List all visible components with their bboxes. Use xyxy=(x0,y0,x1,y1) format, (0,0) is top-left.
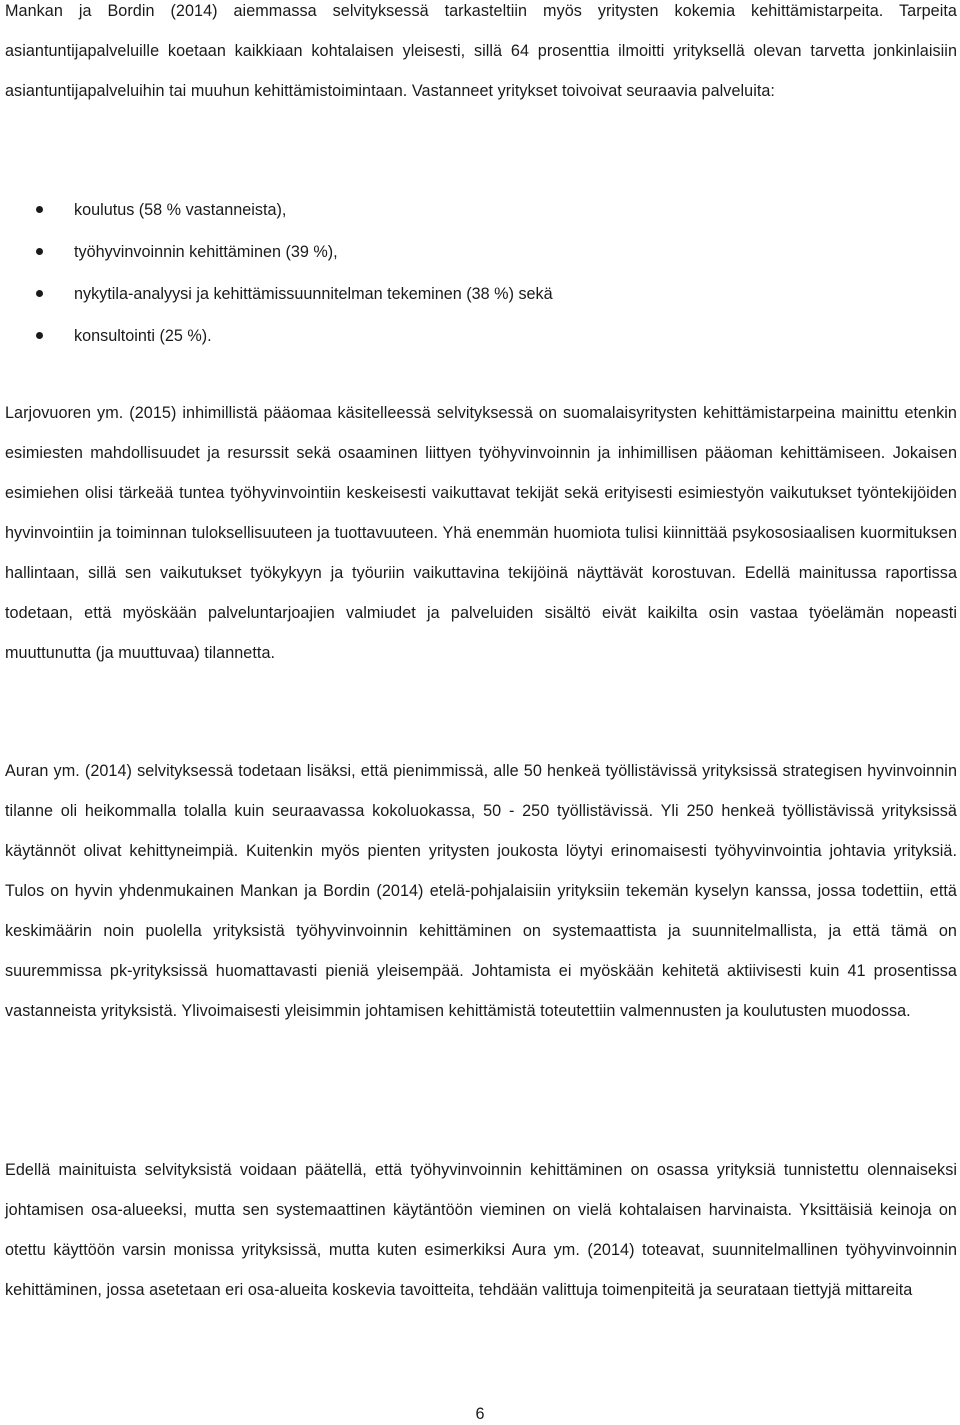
paragraph-services-needs: Mankan ja Bordin (2014) aiemmassa selvityksessä tarkasteltiin myös yritysten kokemia kehittämistarpeita. Tarpeita asiantuntijapalveluille koetaan kaikkiaan kohtalaisen yleisesti, sillä 64 prosenttia ilmoitti yrityksellä olevan tarvetta jonkinlaisiin asiantuntijapalveluihin tai muuhun kehittämistoimintaan. Vastanneet yritykset toivoivat seuraavia palveluita: xyxy=(5,2,957,100)
paragraph-larjovuori: Larjovuoren ym. (2015) inhimillistä pääomaa käsitelleessä selvityksessä on suomalaisyritysten kehittämistarpeina mainittu etenkin esimiesten mahdollisuudet ja resurssit sekä osaaminen liittyen työhyvinvoinnin ja inhimillisen pääoman kehittämiseen. Jokaisen esimiehen olisi tärkeää tuntea työhyvinvointiin keskeisesti vaikuttavat tekijät sekä erityisesti esimiestyön vaikutukset työntekijöiden hyvinvointiin ja toiminnan tuloksellisuuteen ja tuottavuuteen. Yhä enemmän huomiota tulisi kiinnittää psykososiaalisen kuormituksen hallintaan, sillä sen vaikutukset työkykyyn ja työuriin vaikuttavina tekijöinä näyttävät korostuvan. Edellä mainitussa raportissa todetaan, että myöskään palveluntarjoajien valmiudet ja palveluiden sisältö eivät kaikilta osin vastaa työelämän nopeasti muuttunutta (ja muuttuvaa) tilannetta. xyxy=(5,404,957,662)
list-item xyxy=(0,273,960,315)
list-item xyxy=(0,231,960,273)
bullet-icon xyxy=(36,332,43,339)
services-bullet-list xyxy=(0,189,960,357)
list-item xyxy=(0,189,960,231)
bullet-icon xyxy=(36,290,43,297)
bullet-icon xyxy=(36,248,43,255)
list-item-text: koulutus (58 % vastanneista), xyxy=(74,201,287,219)
paragraph-aura: Auran ym. (2014) selvityksessä todetaan lisäksi, että pienimmissä, alle 50 henkeä työllistävissä yrityksissä strategisen hyvinvoinnin tilanne oli heikommalla tolalla kuin seuraavassa kokoluokassa, 50 - 250 työllistävissä. Yli 250 henkeä työllistävissä yrityksissä käytännöt olivat kehittyneimpiä. Kuitenkin myös pienten yritysten joukosta löytyi erinomaisesti työhyvinvointia johtavia yrityksiä. Tulos on hyvin yhdenmukainen Mankan ja Bordin (2014) etelä-pohjalaisiin yrityksiin tekemän kyselyn kanssa, jossa todettiin, että keskimäärin noin puolella yrityksistä työhyvinvoinnin kehittäminen on systemaattista ja suunnitelmallista, ja että tämä on suuremmissa pk-yrityksissä huomattavasti pieniä yleisempää. Johtamista ei myöskään kehitetä aktiivisesti kuin 41 prosentissa vastanneista yrityksistä. Ylivoimaisesti yleisimmin johtamisen kehittämistä toteutettiin valmennusten ja koulutusten muodossa. xyxy=(5,762,957,1020)
list-item-text: nykytila-analyysi ja kehittämissuunnitelman tekeminen (38 %) sekä xyxy=(74,285,553,303)
paragraph-conclusion: Edellä mainituista selvityksistä voidaan päätellä, että työhyvinvoinnin kehittäminen on osassa yrityksiä tunnistettu olennaiseksi johtamisen osa-alueeksi, mutta sen systemaattinen käytäntöön vieminen on vielä kohtalaisen harvinaista. Yksittäisiä keinoja on otettu käyttöön varsin monissa yrityksissä, mutta kuten esimerkiksi Aura ym. (2014) toteavat, suunnitelmallinen työhyvinvoinnin kehittäminen, jossa asetetaan eri osa-alueita koskevia tavoitteita, tehdään valittuja toimenpiteitä ja seurataan tiettyjä mittareita xyxy=(5,1161,957,1299)
list-item xyxy=(0,315,960,357)
list-item-text: konsultointi (25 %). xyxy=(74,327,212,345)
bullet-icon xyxy=(36,206,43,213)
list-item-text: työhyvinvoinnin kehittäminen (39 %), xyxy=(74,243,338,261)
page-number: 6 xyxy=(475,1405,485,1423)
